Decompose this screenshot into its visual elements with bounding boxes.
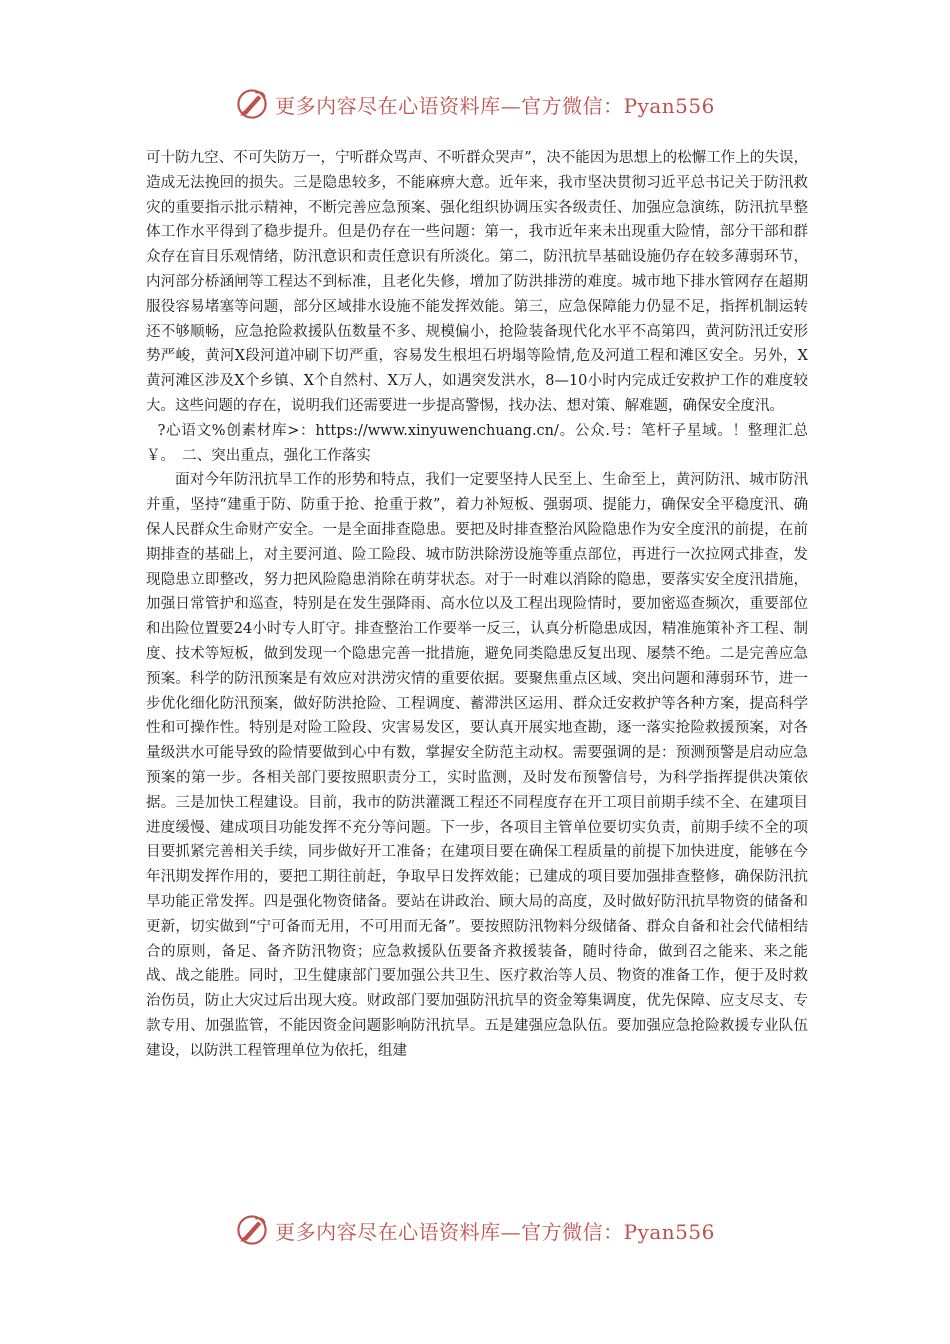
brush-pen-logo-icon (235, 87, 269, 121)
header-banner-text: 更多内容尽在心语资料库—官方微信：Pyan556 (275, 93, 715, 118)
document-body (146, 146, 808, 1063)
header-banner (0, 84, 950, 124)
footer-banner (0, 1210, 950, 1250)
paragraph-problems: 可十防九空、不可失防万一，宁听群众骂声、不听群众哭声”，决不能因为思想上的松懈工作上的失误，造成无法挽回的损失。三是隐患较多，不能麻痹大意。近年来，我市坚决贯彻习近平总书记关于防汛救灾的重要指示批示精神，不断完善应急预案、强化组织协调压实各级责任、加强应急演练，防汛抗旱整体工作水平得到了稳步提升。但是仍存在一些问题：第一，我市近年来未出现重大险情，部分干部和群众存在盲目乐观情绪，防汛意识和责任意识有所淡化。第二，防汛抗旱基础设施仍存在较多薄弱环节，内河部分桥涵闸等工程达不到标准，且老化失修，增加了防洪排涝的难度。城市地下排水管网存在超期服役容易堵塞等问题，部分区域排水设施不能发挥效能。第三，应急保障能力仍显不足，指挥机制运转还不够顺畅，应急抢险救援队伍数量不多、规模偏小，抢险装备现代化水平不高第四，黄河防汛迁安形势严峻，黄河X段河道冲刷下切严重，容易发生根坦石坍塌等险情,危及河道工程和滩区安全。另外，X黄河滩区涉及X个乡镇、X个自然村、X万人，如遇突发洪水，8—10小时内完成迁安救护工作的难度较大。这些问题的存在，说明我们还需要进一步提高警惕，找办法、想对策、解难题，确保安全度汛。 (146, 150, 808, 414)
paragraph-source-and-heading: ?心语文%创素材库>：https://www.xinyuwenchuang.cn/。公众.号：笔杆子星域。！整理汇总￥。 二、突出重点，强化工作落实 (146, 422, 808, 464)
footer-banner-text: 更多内容尽在心语资料库—官方微信：Pyan556 (275, 1219, 715, 1244)
paragraph-key-tasks: 面对今年防汛抗旱工作的形势和特点，我们一定要坚持人民至上、生命至上，黄河防汛、城市防汛并重，坚持“建重于防、防重于抢、抢重于救”，着力补短板、强弱项、提能力，确保安全平稳度汛、确保人民群众生命财产安全。一是全面排查隐患。要把及时排查整治风险隐患作为安全度汛的前提，在前期排查的基础上，对主要河道、险工险段、城市防洪除涝设施等重点部位，再进行一次拉网式排查，发现隐患立即整改，努力把风险隐患消除在萌芽状态。对于一时难以消除的隐患，要落实安全度汛措施，加强日常管护和巡查，特别是在发生强降雨、高水位以及工程出现险情时，要加密巡查频次，重要部位和出险位置要24小时专人盯守。排查整治工作要举一反三，认真分析隐患成因，精准施策补齐工程、制度、技术等短板，做到发现一个隐患完善一批措施，避免同类隐患反复出现、屡禁不绝。二是完善应急预案。科学的防汛预案是有效应对洪涝灾情的重要依据。要聚焦重点区域、突出问题和薄弱环节，进一步优化细化防汛预案，做好防洪抢险、工程调度、蓄滞洪区运用、群众迁安救护等各种方案，提高科学性和可操作性。特别是对险工险段、灾害易发区，要认真开展实地查勘，逐一落实抢险救援预案，对各量级洪水可能导致的险情要做到心中有数，掌握安全防范主动权。需要强调的是：预测预警是启动应急预案的第一步。各相关部门要按照职责分工，实时监测，及时发布预警信号，为科学指挥提供决策依据。三是加快工程建设。目前，我市的防洪灌溉工程还不同程度存在开工项目前期手续不全、在建项目进度缓慢、建成项目功能发挥不充分等问题。下一步，各项目主管单位要切实负责，前期手续不全的项目要抓紧完善相关手续，同步做好开工准备；在建项目要在确保工程质量的前提下加快进度，能够在今年汛期发挥作用的，要把工期往前赶，争取早日发挥效能；已建成的项目要加强排查整修，确保防汛抗旱功能正常发挥。四是强化物资储备。要站在讲政治、顾大局的高度，及时做好防汛抗旱物资的储备和更新，切实做到“宁可备而无用，不可用而无备”。要按照防汛物料分级储备、群众自备和社会代储相结合的原则，备足、备齐防汛物资；应急救援队伍要备齐救援装备，随时待命，做到召之能来、来之能战、战之能胜。同时，卫生健康部门要加强公共卫生、医疗救治等人员、物资的准备工作，便于及时救治伤员，防止大灾过后出现大疫。财政部门要加强防汛抗旱的资金筹集调度，优先保障、应支尽支、专款专用、加强监管，不能因资金问题影响防汛抗旱。五是建强应急队伍。要加强应急抢险救援专业队伍建设，以防洪工程管理单位为依托，组建 (146, 472, 808, 1059)
brush-pen-logo-icon (235, 1213, 269, 1247)
